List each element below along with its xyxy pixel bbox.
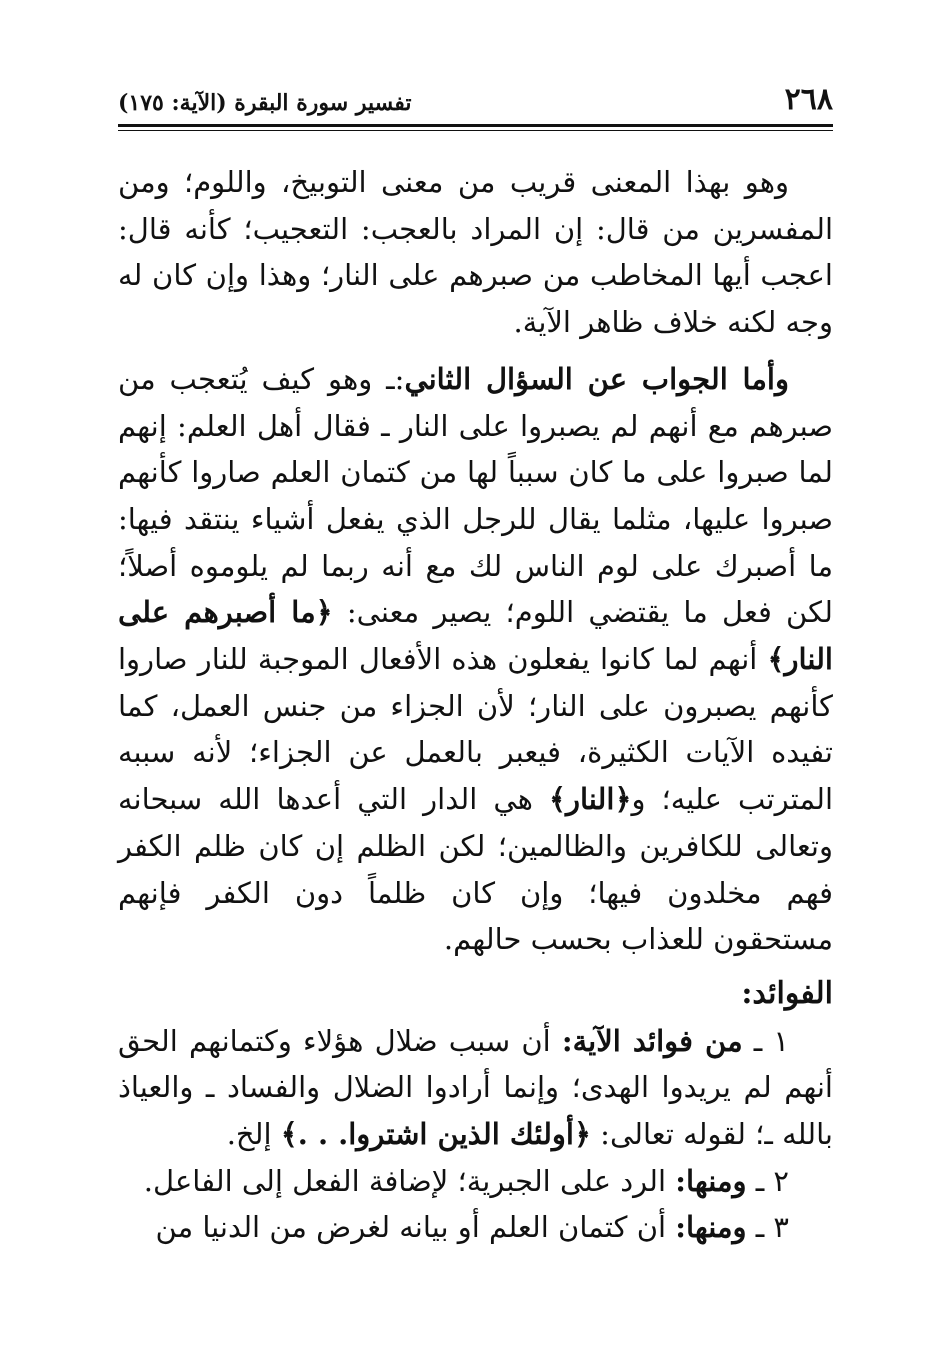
paragraph-2-lead: وأما الجواب عن السؤال الثاني: [404, 361, 789, 396]
benefit-1-text-2: إلخ.: [226, 1117, 281, 1152]
page-number: ٢٦٨: [784, 82, 833, 117]
paragraph-2-text-3: هي الدار التي أعدها الله سبحانه وتعالى للكافرين والظالمين؛ لكن الظلم إن كان ظلم الكفر فهم مخلدون فيها؛ وإن كان ظلماً دون الكفر فإنهم مستحقون للعذاب بحسب حالهم.: [118, 782, 833, 957]
book-page: [118, 82, 833, 1251]
benefit-1-lead: من فوائد الآية:: [561, 1023, 743, 1058]
page-body: [118, 159, 833, 1251]
header-rule-thick: [118, 124, 833, 127]
paragraph-2: [118, 356, 833, 963]
page-header: [118, 82, 833, 122]
benefit-1-text-1: أن سبب ضلال هؤلاء وكتمانهم الحق أنهم لم يريدوا الهدى؛ وإنما أرادوا الضلال والفساد ـ والعياذ بالله ـ؛ لقوله تعالى:: [118, 1023, 833, 1152]
benefit-1-quote: ﴿أولئك الذين اشتروا. . .﴾: [280, 1117, 591, 1152]
benefit-2-lead: ومنها:: [675, 1163, 747, 1198]
benefit-3-lead: ومنها:: [675, 1210, 747, 1245]
benefit-2-number: ٢ ـ: [746, 1163, 789, 1198]
running-title: تفسير سورة البقرة (الآية: ١٧٥): [118, 90, 412, 116]
quran-quote-2: ﴿النار﴾: [548, 782, 632, 817]
header-rule-thin: [118, 130, 833, 131]
paragraph-1: وهو بهذا المعنى قريب من معنى التوبيخ، واللوم؛ ومن المفسرين من قال: إن المراد بالعجب: التعجيب؛ كأنه قال: اعجب أيها المخاطب من صبرهم على النار؛ وهذا وإن كان له وجه لكنه خلاف ظاهر الآية.: [118, 165, 833, 340]
benefit-3-number: ٣ ـ: [746, 1210, 789, 1245]
benefit-1-number: ١ ـ: [742, 1023, 789, 1058]
benefit-3: [118, 1204, 833, 1251]
paragraph-2-text-2: أنهم لما كانوا يفعلون هذه الأفعال الموجبة للنار صاروا كأنهم يصبرون على النار؛ لأن الجزاء من جنس العمل، كما تفيده الآيات الكثيرة، فيعبر بالعمل عن الجزاء؛ لأنه سببه المترتب عليه؛ و: [118, 642, 833, 817]
quran-quote-1: ﴿ما أصبرهم على النار﴾: [118, 595, 833, 677]
benefit-1: [118, 1018, 833, 1158]
benefit-2-text: الرد على الجبرية؛ لإضافة الفعل إلى الفاعل.: [143, 1163, 676, 1198]
benefits-heading: الفوائد:: [741, 975, 833, 1011]
paragraph-2-text-1: :ـ وهو كيف يُتعجب من صبرهم مع أنهم لم يصبروا على النار ـ فقال أهل العلم: إنهم لما صبروا على ما كان سبباً لها من كتمان العلم صاروا كأنهم صبروا عليها، مثلما يقال للرجل الذي يفعل أشياء ينتقد فيها: ما أصبرك على لوم الناس لك مع أنه ربما لم يلوموه أصلاً؛ لكن فعل ما يقتضي اللوم؛ يصير معنى:: [118, 361, 833, 630]
benefit-2: [118, 1158, 833, 1205]
benefit-3-text: أن كتمان العلم أو بيانه لغرض من الدنيا من: [155, 1210, 676, 1245]
